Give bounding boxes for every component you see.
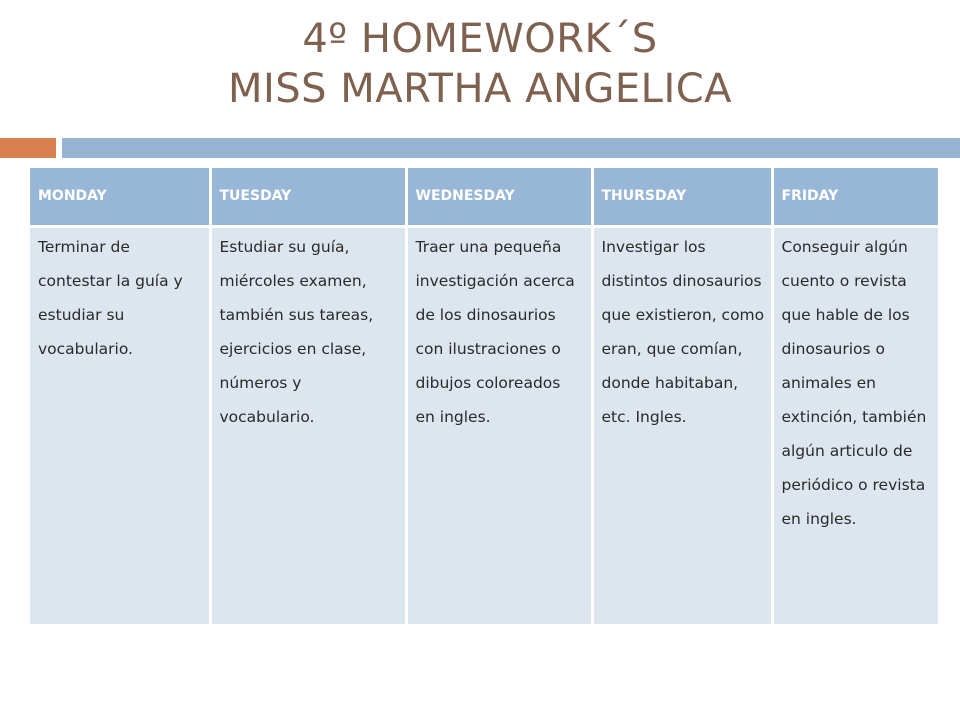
cell-friday: Conseguir algún cuento o revista que hable de los dinosaurios o animales en extinción, también algún articulo de periódico o revista en ingles. xyxy=(772,226,938,624)
table-row xyxy=(30,226,938,624)
homework-table xyxy=(30,168,938,624)
header-thursday: THURSDAY xyxy=(592,168,772,226)
cell-tuesday: Estudiar su guía, miércoles examen, también sus tareas, ejercicios en clase, números y vocabulario. xyxy=(210,226,406,624)
header-wednesday: WEDNESDAY xyxy=(406,168,592,226)
slide-title xyxy=(0,14,960,114)
header-monday: MONDAY xyxy=(30,168,210,226)
header-friday: FRIDAY xyxy=(772,168,938,226)
cell-wednesday: Traer una pequeña investigación acerca de los dinosaurios con ilustraciones o dibujos coloreados en ingles. xyxy=(406,226,592,624)
accent-bar-blue xyxy=(62,138,960,158)
accent-bar-orange xyxy=(0,138,56,158)
header-tuesday: TUESDAY xyxy=(210,168,406,226)
header-row xyxy=(30,168,938,226)
cell-monday: Terminar de contestar la guía y estudiar su vocabulario. xyxy=(30,226,210,624)
title-line-2: MISS MARTHA ANGELICA xyxy=(227,66,733,112)
cell-thursday: Investigar los distintos dinosaurios que existieron, como eran, que comían, donde habitaban, etc. Ingles. xyxy=(592,226,772,624)
title-line-1: 4º HOMEWORK´S xyxy=(302,16,658,62)
